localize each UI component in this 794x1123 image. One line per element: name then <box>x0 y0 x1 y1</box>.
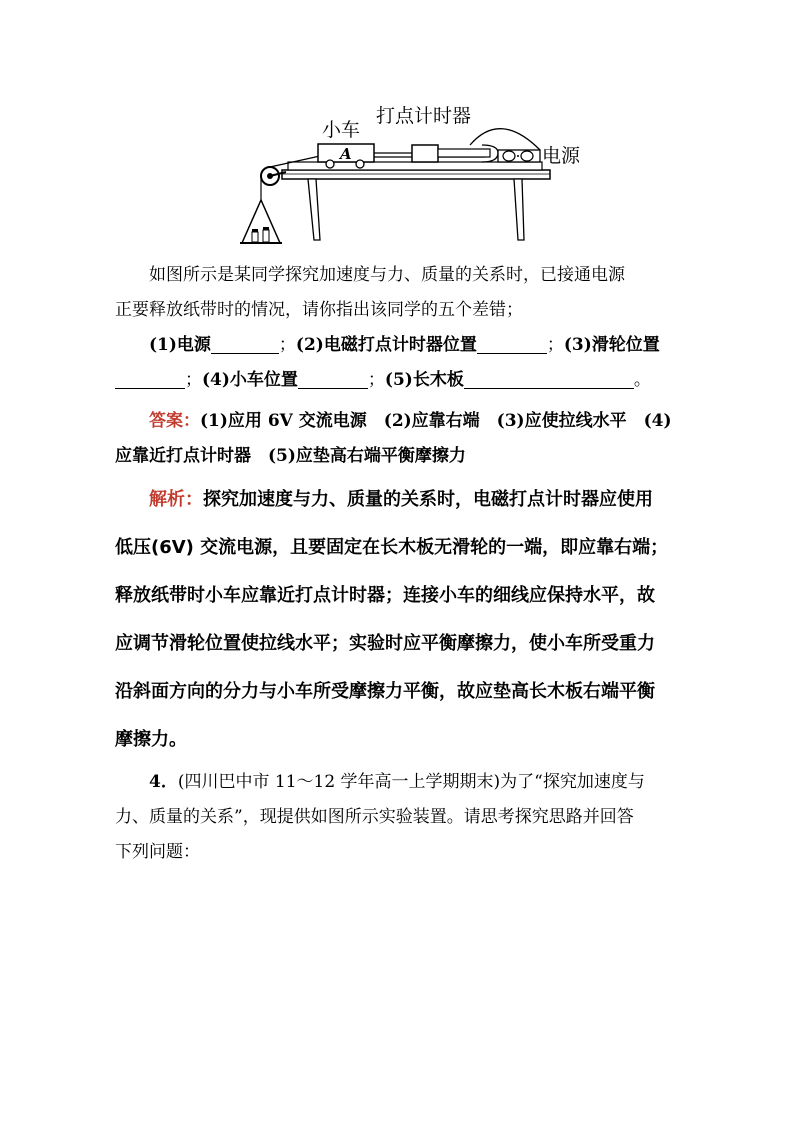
q4-text-1: (四川巴中市 11～12 学年高一上学期期末)为了“探究加速度与 <box>177 772 645 792</box>
blank-1-label: (1)电源 <box>149 335 211 355</box>
analysis-text-1: 探究加速度与力、质量的关系时，电磁打点计时器应使用 <box>203 489 653 510</box>
answer-text-1: (1)应用 6V 交流电源 (2)应靠右端 (3)应使拉线水平 (4) <box>200 411 672 431</box>
car-letter: A <box>340 145 352 163</box>
sep-2: ； <box>546 335 564 355</box>
timer-box <box>412 145 438 162</box>
blank-5-label: (5)长木板 <box>384 370 464 390</box>
label-timer: 打点计时器 <box>376 105 472 127</box>
blank-4-label: (4)小车位置 <box>202 370 298 390</box>
answer-block <box>115 404 685 474</box>
apparatus-figure <box>230 100 581 252</box>
analysis-line-2: 低压(6V) 交流电源，且要固定在长木板无滑轮的一端，即应靠右端； <box>115 537 669 558</box>
blank-1[interactable] <box>211 333 279 354</box>
apparatus-diagram <box>230 100 581 252</box>
blank-2-label: (2)电磁打点计时器位置 <box>295 335 477 355</box>
analysis-label: 解析： <box>149 489 203 510</box>
q4-line-2: 力、质量的关系”，现提供如图所示实验装置。请思考探究思路并回答 <box>115 807 634 827</box>
power-wire <box>470 129 540 150</box>
table-leg-left <box>308 179 320 240</box>
analysis-line-5: 沿斜面方向的分力与小车所受摩擦力平衡，故应垫高长木板右端平衡 <box>115 681 655 702</box>
answer-line-2: 应靠近打点计时器 (5)应垫高右端平衡摩擦力 <box>115 446 466 466</box>
table-leg-right <box>514 179 524 240</box>
analysis-line-4: 应调节滑轮位置使拉线水平；实验时应平衡摩擦力，使小车所受重力 <box>115 633 655 654</box>
q4-line-3: 下列问题： <box>115 842 200 862</box>
question-4 <box>115 765 690 870</box>
car-wheel-left <box>326 160 334 168</box>
answer-line-1 <box>115 404 685 439</box>
label-power: 电源 <box>542 145 581 167</box>
analysis-line-6: 摩擦力。 <box>115 729 187 750</box>
q4-number: 4． <box>149 772 178 792</box>
blank-2[interactable] <box>477 333 547 354</box>
sep-1: ； <box>278 335 296 355</box>
answer-label: 答案： <box>149 411 200 431</box>
blank-4[interactable] <box>298 368 368 389</box>
question-blanks-1 <box>115 328 685 363</box>
weight-hanger <box>242 200 280 243</box>
blank-3[interactable] <box>115 368 185 389</box>
analysis-line-3: 释放纸带时小车应靠近打点计时器；连接小车的细线应保持水平，故 <box>115 585 655 606</box>
sep-4: ； <box>367 370 385 390</box>
question-line-1: 如图所示是某同学探究加速度与力、质量的关系时，已接通电源 <box>149 265 625 285</box>
table-top <box>282 170 550 179</box>
analysis-line-1 <box>115 476 690 524</box>
question-end: 。 <box>633 370 651 390</box>
sep-3: ； <box>185 370 202 390</box>
question-blanks-2 <box>115 363 685 398</box>
blank-5[interactable] <box>464 368 634 389</box>
q4-line-1 <box>115 765 690 800</box>
analysis-block <box>115 476 690 764</box>
car-wheel-right <box>356 160 364 168</box>
blank-3-label: (3)滑轮位置 <box>563 335 660 355</box>
question-line-2: 正要释放纸带时的情况，请你指出该同学的五个差错； <box>115 300 523 320</box>
label-car: 小车 <box>322 119 361 141</box>
question-text <box>115 258 685 398</box>
